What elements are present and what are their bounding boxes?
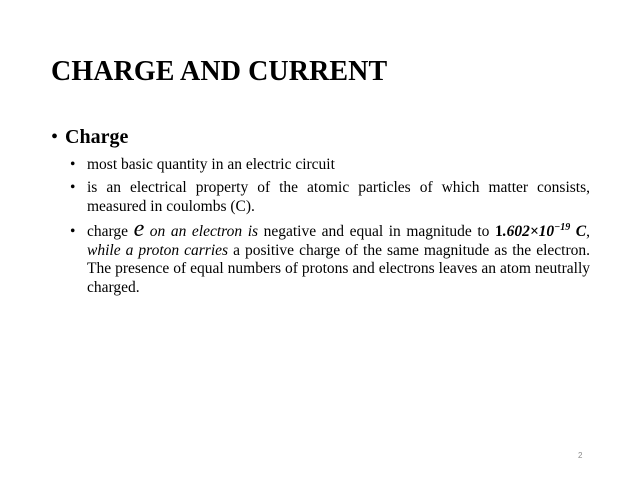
charge-value-lead: 1 (494, 223, 503, 240)
list-item-text: most basic quantity in an electric circuit (87, 156, 335, 173)
text-segment: while a proton carries (87, 241, 229, 259)
text-segment: charge (87, 223, 134, 240)
text-segment: on an electron is (144, 223, 259, 240)
page-number: 2 (578, 451, 583, 460)
list-item (70, 179, 590, 216)
text-segment: a positive charge of the same magnitude as the electron. The presence of equal numbers of protons and electrons leaves an atom neutrally charged. (87, 241, 590, 296)
heading-label: Charge (65, 126, 129, 148)
charge-value: .602×10 (502, 223, 555, 240)
list-item (70, 216, 591, 297)
list-item-text: is an electrical property of the atomic particles of which matter consists, measured in coulombs (C). (87, 179, 590, 215)
slide-title: CHARGE AND CURRENT (51, 56, 388, 87)
list-item (70, 156, 590, 175)
list-item-text (87, 216, 591, 297)
charge-symbol: e (133, 216, 145, 242)
bullet-dot: • (51, 126, 59, 148)
text-segment: , (586, 223, 591, 240)
charge-exponent: −19 (554, 221, 571, 233)
bullet-dot: • (70, 223, 76, 240)
text-segment: negative and equal in magnitude to (258, 223, 495, 240)
bullet-dot: • (70, 156, 76, 173)
heading-bullet-item (51, 126, 128, 149)
charge-unit: C (570, 223, 587, 240)
bullet-dot: • (70, 179, 76, 196)
